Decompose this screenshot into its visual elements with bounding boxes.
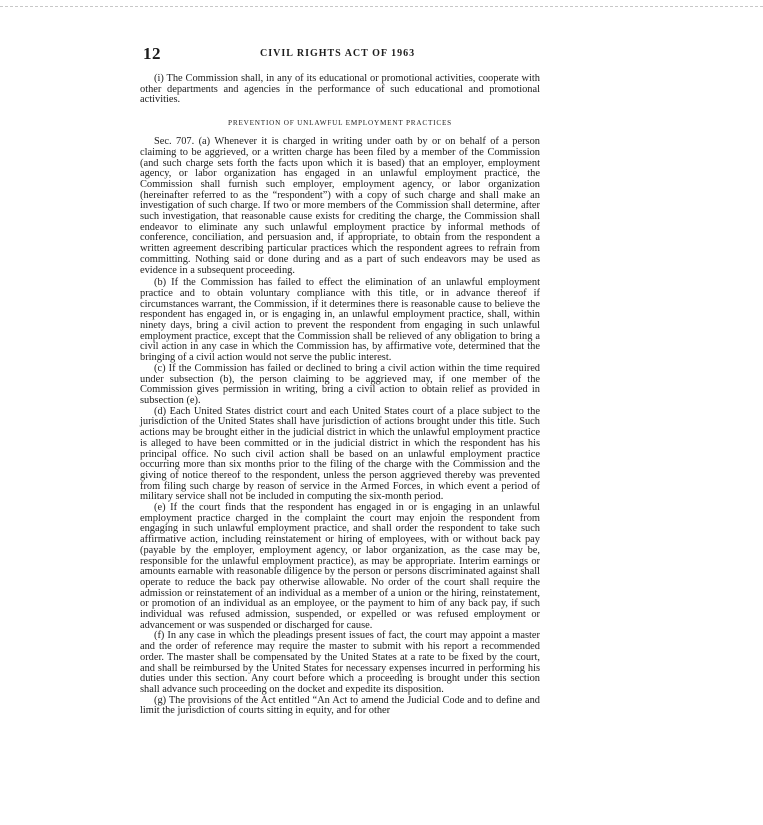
paragraph-i: (i) The Commission shall, in any of its educational or promotional activities, cooperate with other departments and agencies in the performance of such educational and promotional activities. <box>140 73 540 106</box>
paragraph-f: (f) In any case in which the pleadings present issues of fact, the court may appoint a master and the order of reference may require the master to submit with his report a recommended order. The master shall be compensated by the United States at a rate to be fixed by the court, and shall be reimbursed by the United States for necessary expenses incurred in performing his duties under this section. Any court before which a proceeding is brought under this section shall advance such proceeding on the docket and expedite its disposition. <box>140 630 540 695</box>
paragraph-c: (c) If the Commission has failed or declined to bring a civil action within the time required under subsection (b), the person claiming to be aggrieved may, if one member of the Commission gives permission in writing, bring a civil action to obtain relief as provided in subsection (e). <box>140 362 540 406</box>
paragraph-a: Sec. 707. (a) Whenever it is charged in writing under oath by or on behalf of a person claiming to be aggrieved, or a written charge has been filed by a member of the Commission (and such charge sets forth the facts upon which it is based) that an employer, employment agency, or labor organization has engaged in an unlawful employment practice, the Commission shall furnish such employer, employment agency, or labor organization (hereinafter referred to as the “respondent”) with a copy of such charge and shall make an investigation of such charge. If two or more members of the Commission shall determine, after such investigation, that reasonable cause exists for crediting the charge, the Commission shall endeavor to eliminate any such unlawful employment practice by informal methods of conference, conciliation, and persuasion and, if appropriate, to obtain from the respondent a written agreement describing particular practices which the respondent agrees to refrain from committing. Nothing said or done during and as a part of such endeavors may be used as evidence in a subsequent proceeding. <box>140 136 540 276</box>
running-title: CIVIL RIGHTS ACT OF 1963 <box>260 48 416 59</box>
document-page <box>140 44 540 717</box>
page-header <box>140 44 540 68</box>
paragraph-g: (g) The provisions of the Act entitled “An Act to amend the Judicial Code and to define and limit the jurisdiction of courts sitting in equity, and for other <box>140 694 540 717</box>
paragraph-d: (d) Each United States district court and each United States court of a place subject to the jurisdiction of the United States shall have jurisdiction of actions brought under this title. Such actions may be brought either in the judicial district in which the unlawful employment practice is alleged to have been committed or in the judicial district in which the respondent has his principal office. No such civil action shall be based on an unlawful employment practice occurring more than six months prior to the filing of the charge with the Commission and the giving of notice thereof to the respondent, unless the person aggrieved thereby was prevented from filing such charge by reason of service in the Armed Forces, in which event a period of military service shall not be included in computing the six-month period. <box>140 405 540 503</box>
page-top-border <box>0 6 763 7</box>
paragraph-e: (e) If the court finds that the respondent has engaged in or is engaging in an unlawful employment practice charged in the complaint the court may enjoin the respondent from engaging in such unlawful employment practice, and shall order the respondent to take such affirmative action, including reinstatement or hiring of employees, with or without back pay (payable by the employer, employment agency, or labor organization, as the case may be, responsible for the unlawful employment practice), as may be appropriate. Interim earnings or amounts earnable with reasonable diligence by the person or persons discriminated against shall operate to reduce the back pay otherwise allowable. No order of the court shall require the admission or reinstatement of an individual as a member of a union or the hiring, reinstatement, or promotion of an individual as an employee, or the payment to him of any back pay, if such individual was refused admission, suspended, or expelled or was refused employment or advancement or was suspended or discharged for cause. <box>140 502 540 631</box>
section-heading: PREVENTION OF UNLAWFUL EMPLOYMENT PRACTICES <box>228 119 452 128</box>
paragraph-b: (b) If the Commission has failed to effect the elimination of an unlawful employment practice and to obtain voluntary compliance with this title, or in advance thereof if circumstances warrant, the Commission, if it determines there is reasonable cause to believe the respondent has engaged in, or is engaging in, an unlawful employment practice, shall, within ninety days, bring a civil action to prevent the respondent from engaging in such unlawful employment practice, except that the Commission shall be relieved of any obligation to bring a civil action in any case in which the Commission has, by affirmative vote, determined that the bringing of a civil action would not serve the public interest. <box>140 277 540 364</box>
page-number: 12 <box>143 44 161 63</box>
